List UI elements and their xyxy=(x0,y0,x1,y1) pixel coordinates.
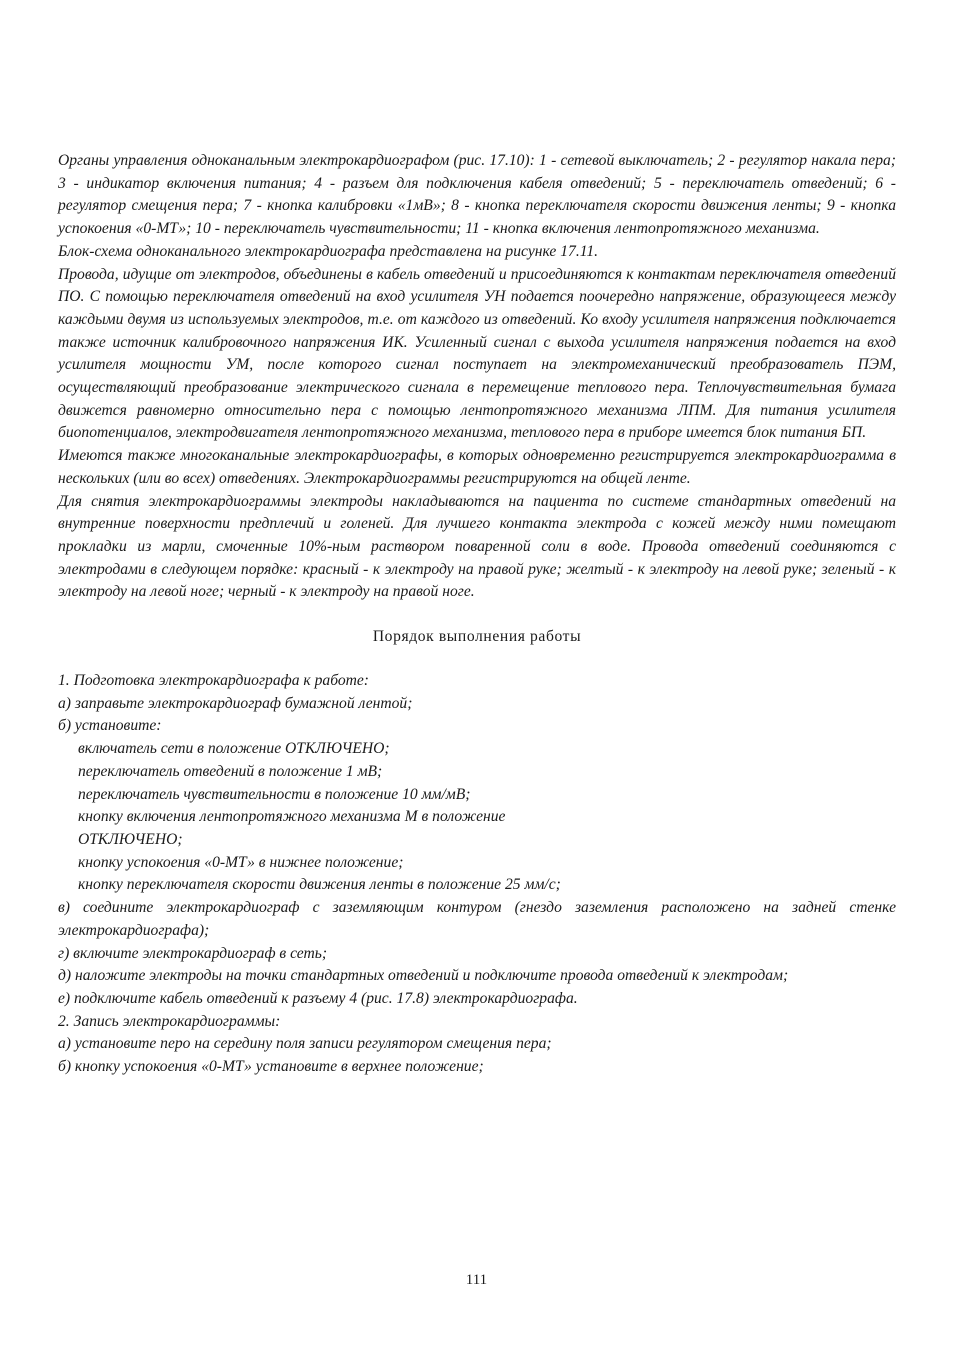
procedure-list xyxy=(58,670,896,1079)
step-1b-item: кнопку успокоения «0-МТ» в нижнее положение; xyxy=(78,853,404,871)
multichannel-paragraph: Имеются также многоканальные электрокардиографы, в которых одновременно регистрируется электрокардиограмма в нескольких (или во всех) отведениях. Электрокардиограммы регистрируются на общей ленте. xyxy=(58,447,896,487)
page-number: 111 xyxy=(465,1272,488,1288)
step-1-title: 1. Подготовка электрокардиографа к работе: xyxy=(58,672,369,690)
step-1a: а) заправьте электрокардиограф бумажной лентой; xyxy=(58,694,413,712)
step-1b: б) установите: xyxy=(58,717,162,735)
step-1b-item: переключатель отведений в положение 1 мВ; xyxy=(78,762,383,780)
step-1b-item: кнопку переключателя скорости движения ленты в положение 25 мм/с; xyxy=(78,876,561,894)
controls-paragraph: Органы управления одноканальным электрокардиографом (рис. 17.10): 1 - сетевой выключатель; 2 - регулятор накала пера; 3 - индикатор включения питания; 4 - разъем для подключения кабеля отведений; 5 - переключатель отведений; 6 - регулятор смещения пера; 7 - кнопка калибровки «1мВ»; 8 - кнопка переключателя скорости движения ленты; 9 - кнопка успокоения «0-МТ»; 10 - переключатель чувствительности; 11 - кнопка включения лентопротяжного механизма. xyxy=(58,152,896,238)
wires-paragraph: Провода, идущие от электродов, объединены в кабель отведений и присоединяются к контактам переключателя отведений ПО. С помощью переключателя отведений на вход усилителя УН подается поочередно напряжение, образующееся между каждыми двумя из используемых электродов, т.е. от каждого из отведений. Ко входу усилителя напряжения подключается также источник калибровочного напряжения ИК. Усиленный сигнал с выхода усилителя напряжения подается на вход усилителя мощности УМ, после которого сигнал поступает на электромеханический преобразователь ПЭМ, осуществляющий преобразование электрического сигнала в перемещение теплового пера. Теплочувствительная бумага движется равномерно относительно пера с помощью лентопротяжного механизма ЛПМ. Для питания усилителя биопотенциалов, электродвигателя лентопротяжного механизма, теплового пера в приборе имеется блок питания БП. xyxy=(58,265,896,442)
step-1v: в) соедините электрокардиограф с заземляющим контуром (гнездо заземления расположено на задней стенке электрокардиографа); xyxy=(58,899,896,939)
step-1d: д) наложите электроды на точки стандартных отведений и подключите провода отведений к электродам; xyxy=(58,967,789,985)
step-2-title: 2. Запись электрокардиограммы: xyxy=(58,1012,281,1030)
step-1g: г) включите электрокардиограф в сеть; xyxy=(58,944,328,962)
step-1b-item: кнопку включения лентопротяжного механизма М в положение xyxy=(78,808,506,826)
step-1b-item: ОТКЛЮЧЕНО; xyxy=(78,830,183,848)
step-2a: а) установите перо на середину поля записи регулятором смещения пера; xyxy=(58,1035,552,1053)
step-1b-item: переключатель чувствительности в положение 10 мм/мВ; xyxy=(78,785,471,803)
step-1e: е) подключите кабель отведений к разъему 4 (рис. 17.8) электрокардиографа. xyxy=(58,989,578,1007)
step-1b-item: включатель сети в положение ОТКЛЮЧЕНО; xyxy=(78,740,390,758)
section-heading: Порядок выполнения работы xyxy=(372,628,582,646)
step-2b: б) кнопку успокоения «0-МТ» установите в верхнее положение; xyxy=(58,1058,484,1076)
page-content xyxy=(58,150,896,1079)
block-diagram-paragraph: Блок-схема одноканального электрокардиографа представлена на рисунке 17.11. xyxy=(58,242,599,260)
electrodes-paragraph: Для снятия электрокардиограммы электроды накладываются на пациента по системе стандартных отведений на внутренние поверхности предплечий и голеней. Для лучшего контакта электрода с кожей между ними помещают прокладки из марли, смоченные 10%-ным раствором поваренной соли в воде. Провода отведений соединяются с электродами в следующем порядке: красный - к электроду на правой руке; желтый - к электроду на левой руке; зеленый - к электроду на левой ноге; черный - к электроду на правой ноге. xyxy=(58,492,896,601)
